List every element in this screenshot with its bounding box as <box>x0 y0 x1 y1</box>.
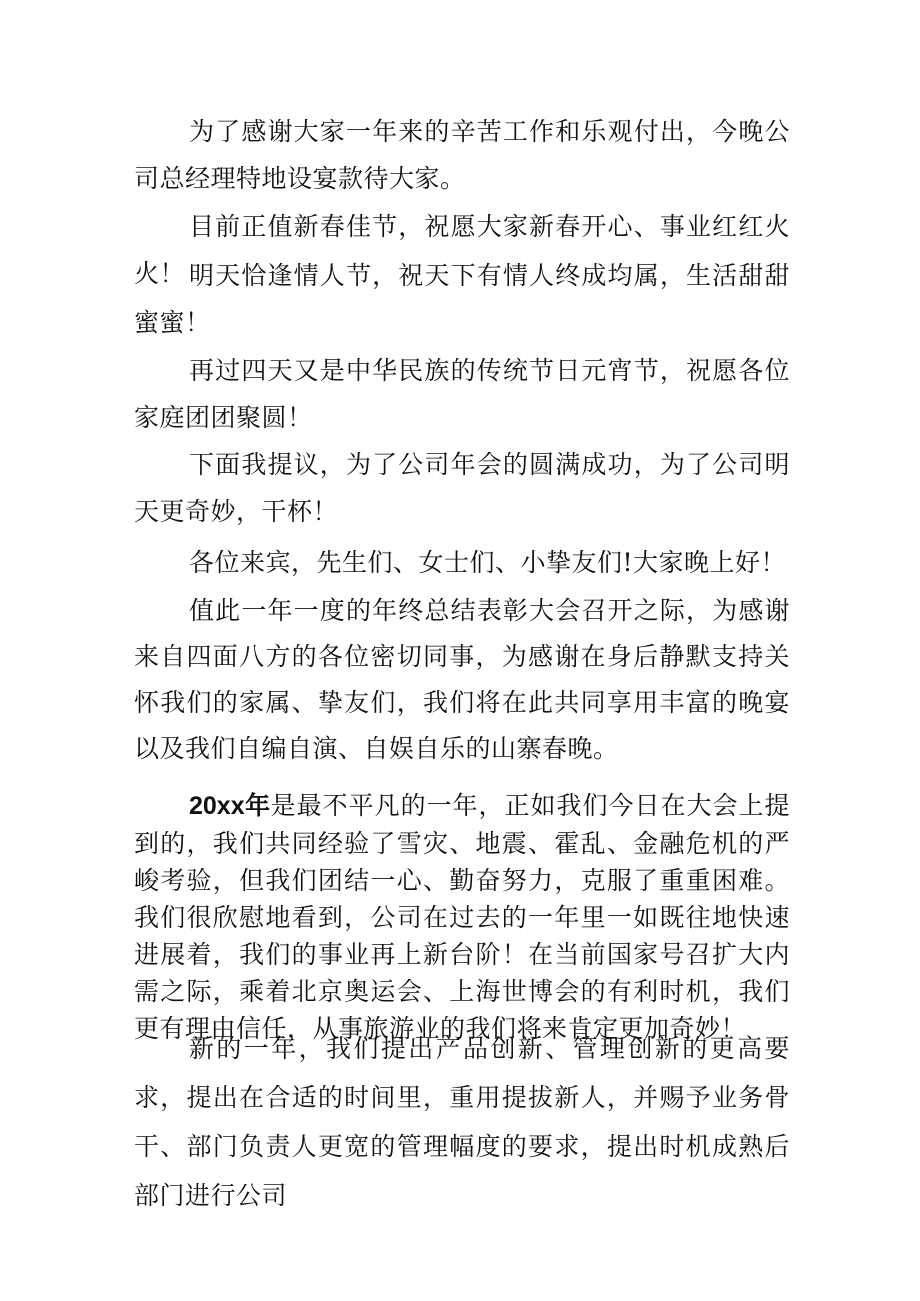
paragraph-year-end-meeting: 值此一年一度的年终总结表彰大会召开之际，为感谢来自四面八方的各位密切同事，为感谢在身后静默支持关怀我们的家属、挚友们，我们将在此共同享用丰富的晚宴以及我们自编自演、自娱自乐的山寨春晚。 <box>134 596 790 763</box>
paragraph-spring-festival: 目前正值新春佳节，祝愿大家新春开心、事业红红火火！ <box>134 212 790 288</box>
paragraph-year-review <box>134 787 790 1047</box>
paragraph-greeting: 各位来宾，先生们、女士们、小挚友们!大家晚上好！ <box>189 548 787 577</box>
paragraph-toast: 下面我提议，为了公司年会的圆满成功，为了公司明天更奇妙，干杯！ <box>134 450 790 526</box>
paragraph-lantern-festival: 再过四天又是中华民族的传统节日元宵节，祝愿各位家庭团团聚圆！ <box>134 356 790 432</box>
paragraph-valentines: 明天恰逢情人节，祝天下有情人终成均属，生活甜甜蜜蜜！ <box>134 261 790 337</box>
paragraph-new-year-goals: 新的一年，我们提出产品创新、管理创新的更高要求，提出在合适的时间里，重用提拔新人，并赐予业务骨干、部门负责人更宽的管理幅度的要求，提出时机成熟后部门进行公司 <box>134 1034 790 1210</box>
year-review-text: 是最不平凡的一年，正如我们今日在大会上提到的，我们共同经验了雪灾、地震、霍乱、金融危机的严峻考验，但我们团结一心、勤奋努力，克服了重重困难。我们很欣慰地看到，公司在过去的一年里一如既往地快速进展着，我们的事业再上新台阶！在当前国家号召扩大内需之际，乘着北京奥运会、上海世博会的有利时机，我们更有理由信任，从事旅游业的我们将来肯定更加奇妙！ <box>134 791 790 1043</box>
paragraph-thanks: 为了感谢大家一年来的辛苦工作和乐观付出，今晚公司总经理特地设宴款待大家。 <box>134 117 790 193</box>
year-prefix: 20xx年 <box>189 792 271 820</box>
